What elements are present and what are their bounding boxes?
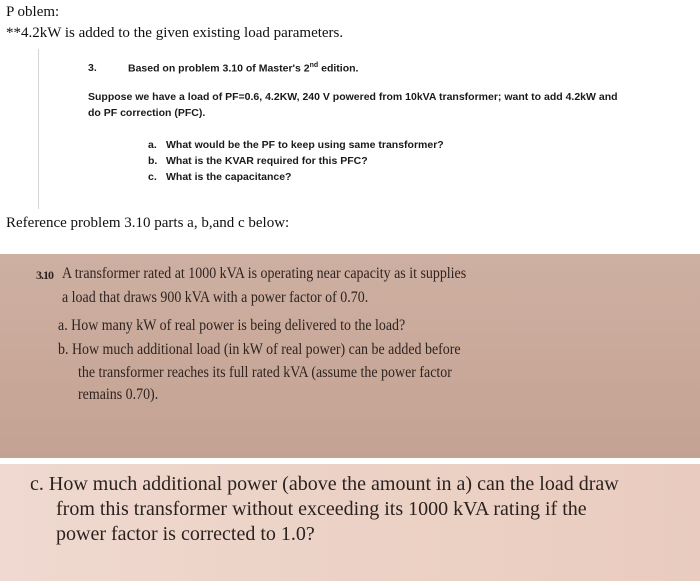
problem-description: Suppose we have a load of PF=0.6, 4.2KW, 240 V powered from 10kVA transformer; want to add 4.2kW and do PF correction (PFC).: [88, 91, 618, 119]
problem-number: 3.: [88, 62, 97, 74]
textbook-line: A transformer rated at 1000 kVA is operating near capacity as it supplies: [62, 265, 467, 282]
textbook-line: a load that draws 900 kVA with a power factor of 0.70.: [62, 289, 369, 306]
reference-prefix: Based on problem 3.10 of Master's 2: [128, 62, 310, 75]
page-heading: P oblem:: [6, 4, 60, 20]
textbook-line: the transformer reaches its full rated kVA (assume the power factor: [78, 364, 452, 381]
question-text: What is the KVAR required for this PFC?: [166, 155, 368, 167]
textbook-line: remains 0.70).: [78, 386, 159, 403]
textbook-line: b. How much additional load (in kW of real power) can be added before: [58, 341, 461, 358]
part-c-line: power factor is corrected to 1.0?: [56, 523, 315, 545]
question-letter: a.: [148, 139, 157, 151]
reference-sup: nd: [309, 62, 319, 69]
question-text: What is the capacitance?: [166, 171, 292, 183]
part-c-line: c. How much additional power (above the amount in a) can the load draw: [30, 473, 619, 495]
question-text: What would be the PF to keep using same transformer?: [166, 139, 444, 151]
load-note: **4.2kW is added to the given existing load parameters.: [6, 25, 344, 41]
textbook-part-c: [30, 472, 619, 547]
part-c-line: from this transformer without exceeding its 1000 kVA rating if the: [56, 498, 587, 520]
textbook-line: a. How many kW of real power is being delivered to the load?: [58, 317, 406, 334]
question-c: [148, 171, 291, 183]
question-letter: c.: [148, 171, 157, 183]
reference-suffix: edition.: [318, 62, 359, 75]
question-b: [148, 155, 368, 167]
problem-reference: [128, 62, 358, 75]
reference-label: Reference problem 3.10 parts a, b,and c below:: [6, 215, 290, 231]
question-a: [148, 139, 444, 151]
textbook-problem-number: 3.10: [36, 268, 53, 282]
question-letter: b.: [148, 155, 158, 167]
